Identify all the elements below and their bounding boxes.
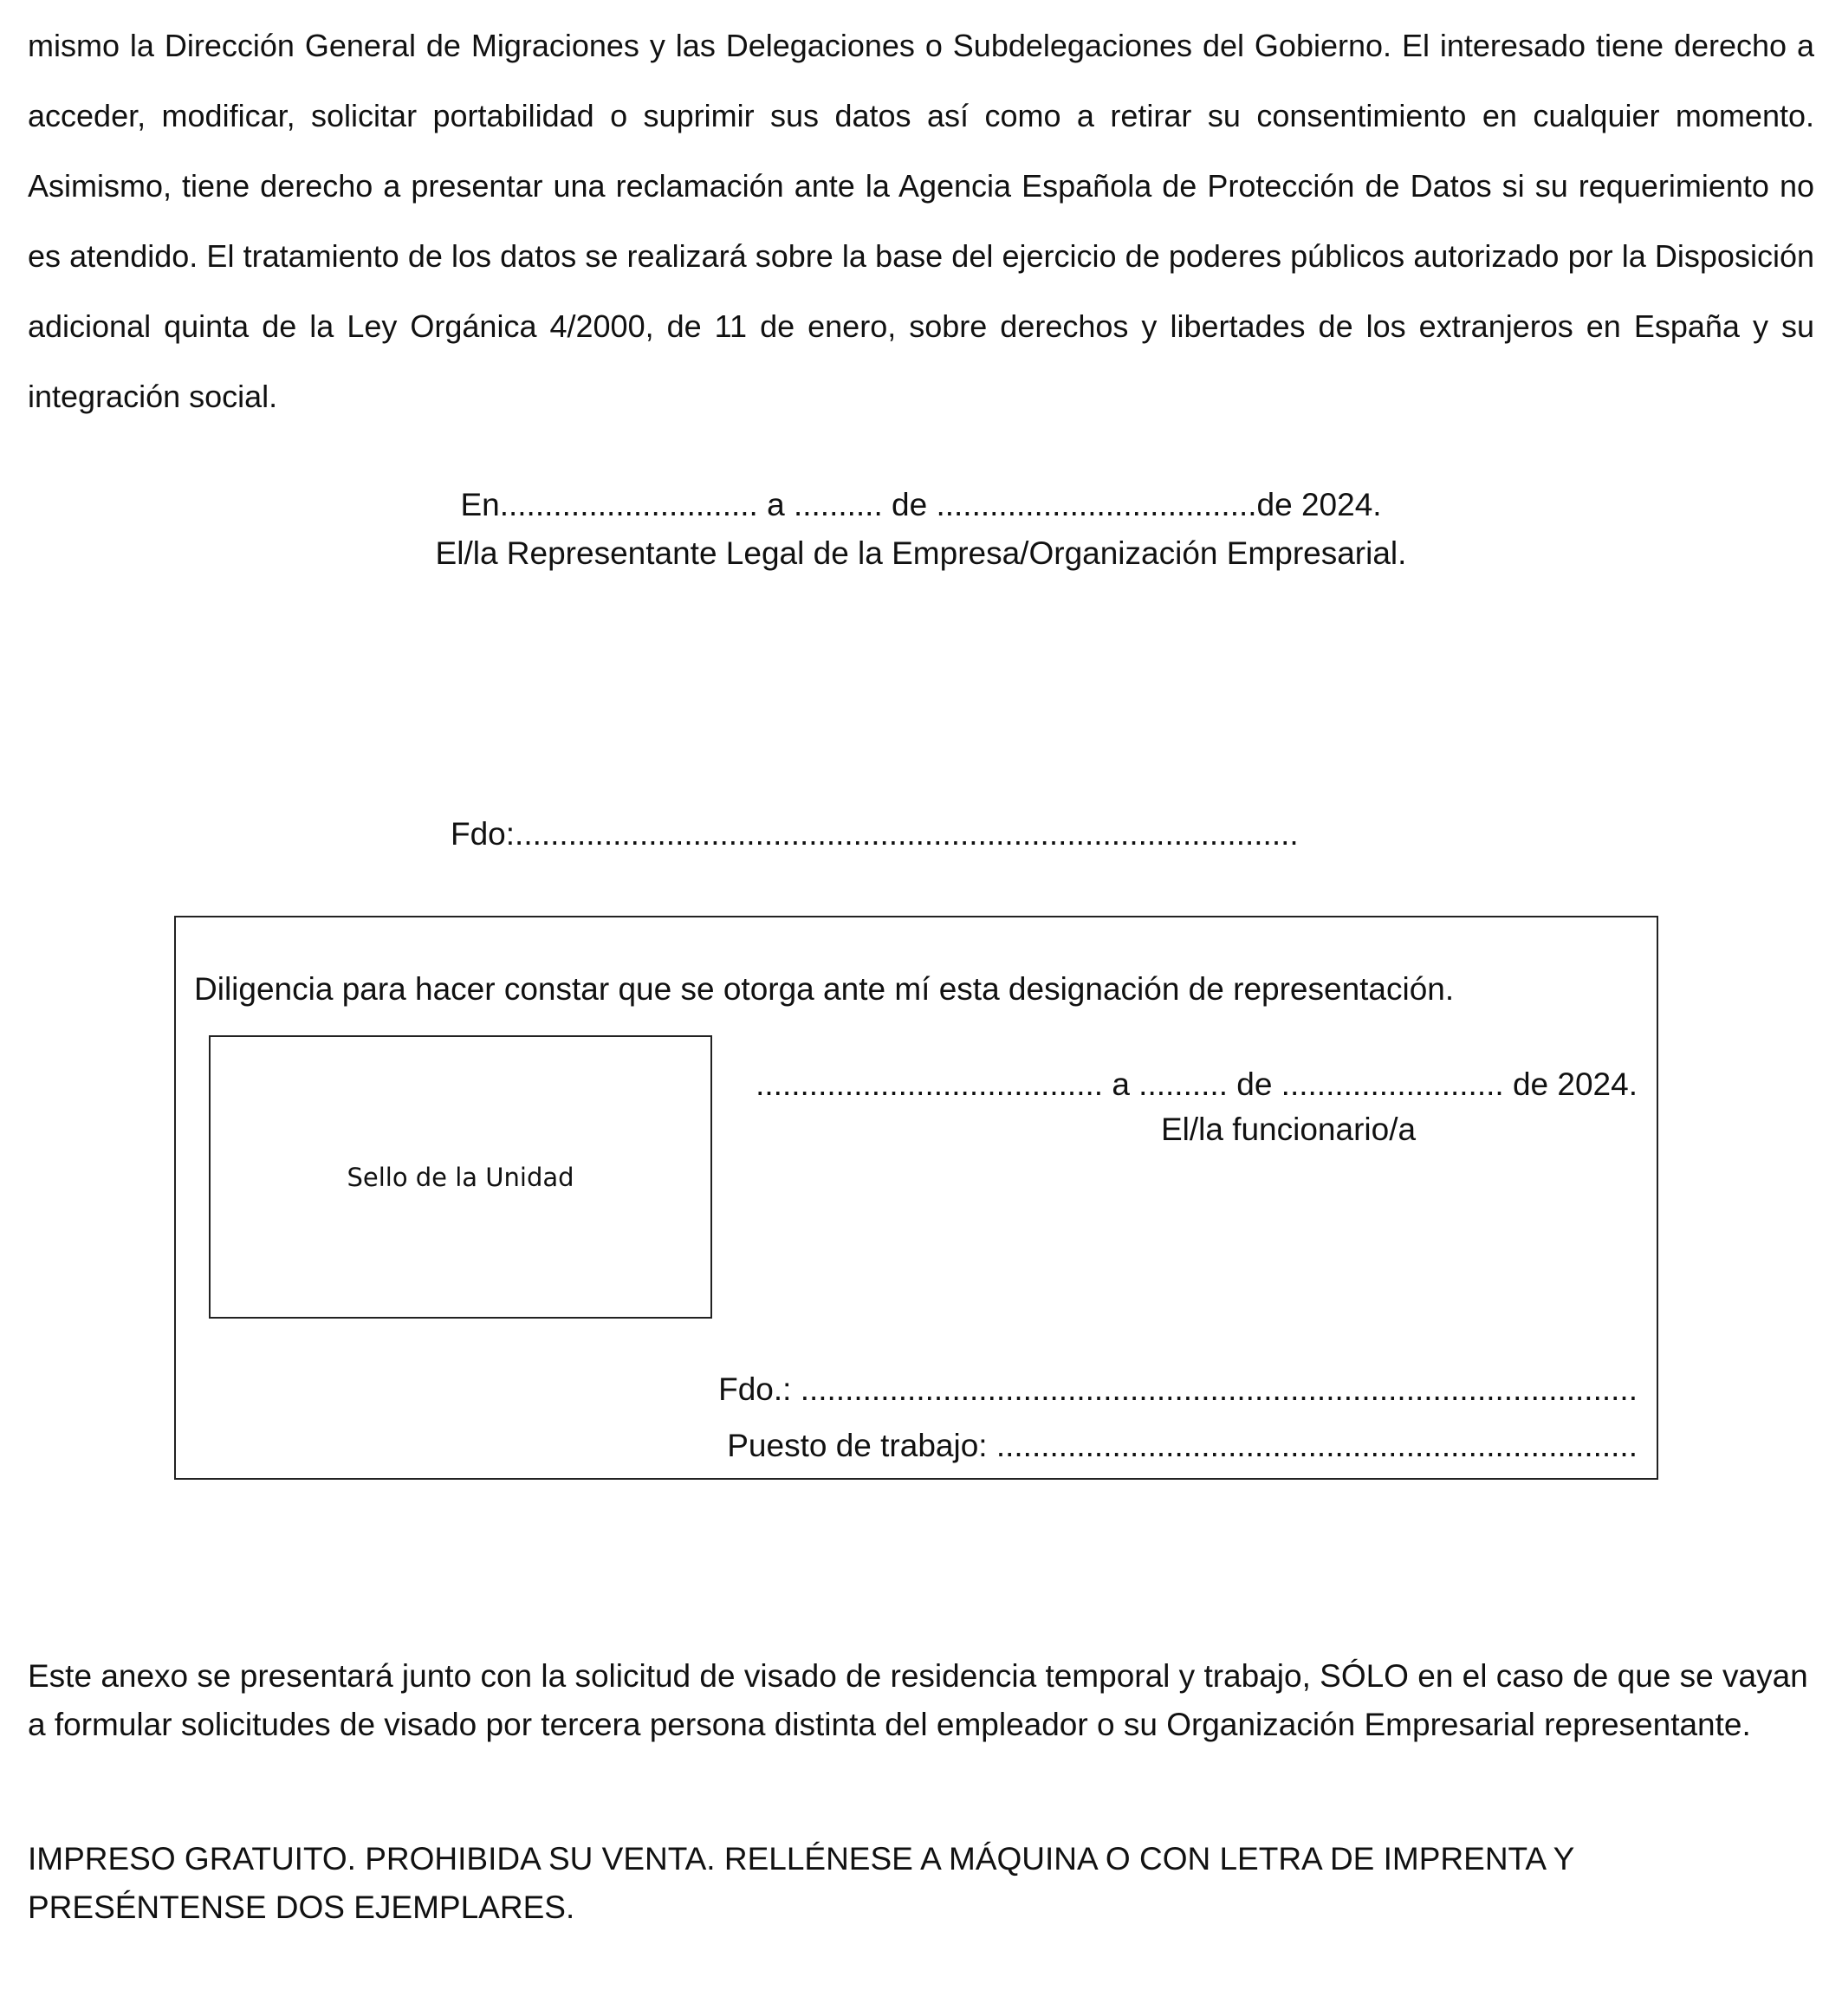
privacy-paragraph: mismo la Dirección General de Migraciones y las Delegaciones o Subdelegaciones del Gobierno. El interesado tiene derecho a acceder, modificar, solicitar portabilidad o suprimir sus datos así como a retirar su consentimiento en cualquier momento. Asimismo, tiene derecho a presentar una reclamación ante la Agencia Española de Protección de Datos si su requerimiento no es atendido. El tratamiento de los datos se realizará sobre la base del ejercicio de poderes públicos autorizado por la Disposición adicional quinta de la Ley Orgánica 4/2000, de 11 de enero, sobre derechos y libertades de los extranjeros en España y su integración social. — [28, 28, 1814, 414]
official-fdo-line: Fdo.: .............................................................................................. — [718, 1371, 1638, 1407]
impreso-note: IMPRESO GRATUITO. PROHIBIDA SU VENTA. RELLÉNESE A MÁQUINA O CON LETRA DE IMPRENTA Y PRESÉNTENSE DOS EJEMPLARES. — [28, 1841, 1574, 1925]
signature-date-line: En............................. a .......... de ....................................de 2024. — [460, 487, 1382, 522]
job-position-line: Puesto de trabajo: ........................................................................ — [727, 1428, 1638, 1463]
seal-label: Sello de la Unidad — [347, 1162, 574, 1192]
diligencia-date-line: ....................................... a .......... de ......................... de 2024. — [756, 1066, 1638, 1102]
diligencia-box — [174, 916, 1658, 1480]
official-label: El/la funcionario/a — [1160, 1112, 1417, 1147]
signature-fdo-line: Fdo:........................................................................................ — [451, 816, 1299, 852]
diligencia-text: Diligencia para hacer constar que se otorga ante mí esta designación de representación. — [194, 971, 1455, 1007]
seal-box — [209, 1035, 712, 1319]
legal-representative-label: El/la Representante Legal de la Empresa/Organización Empresarial. — [435, 535, 1407, 571]
annex-note: Este anexo se presentará junto con la solicitud de visado de residencia temporal y trabajo, SÓLO en el caso de que se vayan a formular solicitudes de visado por tercera persona distinta del empleador o su Organización Empresarial representante. — [28, 1658, 1808, 1742]
